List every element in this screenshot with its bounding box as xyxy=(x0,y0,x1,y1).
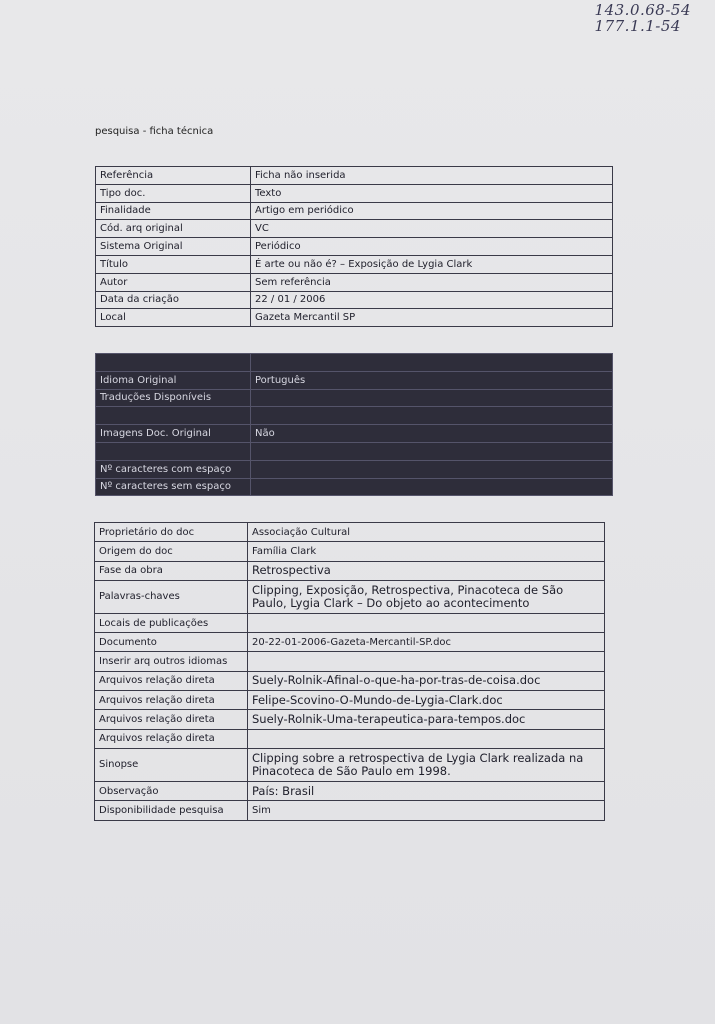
table-row xyxy=(95,691,605,710)
field-label: Arquivos relação direta xyxy=(95,691,248,710)
field-value: Associação Cultural xyxy=(248,523,605,542)
table-row xyxy=(96,273,613,291)
table-row xyxy=(96,460,613,478)
table-row xyxy=(95,633,605,652)
field-value xyxy=(248,613,605,632)
field-value: Texto xyxy=(251,184,613,202)
field-label: Origem do doc xyxy=(95,542,248,561)
handwritten-reference-number xyxy=(595,2,691,34)
table-row xyxy=(96,407,613,425)
table-row xyxy=(95,671,605,690)
table-row xyxy=(95,652,605,671)
field-value: É arte ou não é? – Exposição de Lygia Clark xyxy=(251,255,613,273)
field-value xyxy=(251,478,613,496)
record-info-table xyxy=(95,166,613,327)
language-info-table xyxy=(95,353,613,496)
field-label: Disponibilidade pesquisa xyxy=(95,801,248,820)
field-label xyxy=(96,354,251,372)
field-label: Palavras-chaves xyxy=(95,580,248,613)
field-label: Traduções Disponíveis xyxy=(96,389,251,407)
table-row xyxy=(95,613,605,632)
field-value xyxy=(248,652,605,671)
field-value xyxy=(251,407,613,425)
handwritten-line-2: 177.1.1-54 xyxy=(594,17,681,35)
handwritten-line-1: 143.0.68-54 xyxy=(594,1,691,19)
table-row xyxy=(96,478,613,496)
field-value xyxy=(251,460,613,478)
field-label: Arquivos relação direta xyxy=(95,671,248,690)
table-row xyxy=(96,238,613,256)
field-value: Português xyxy=(251,371,613,389)
field-label: Nº caracteres sem espaço xyxy=(96,478,251,496)
field-value: VC xyxy=(251,220,613,238)
field-value: Sem referência xyxy=(251,273,613,291)
field-value: País: Brasil xyxy=(248,781,605,800)
field-label: Sistema Original xyxy=(96,238,251,256)
field-value: Suely-Rolnik-Afinal-o-que-ha-por-tras-de-coisa.doc xyxy=(248,671,605,690)
field-label: Local xyxy=(96,309,251,327)
field-label: Arquivos relação direta xyxy=(95,729,248,748)
field-value: Gazeta Mercantil SP xyxy=(251,309,613,327)
field-value: Família Clark xyxy=(248,542,605,561)
field-value: Retrospectiva xyxy=(248,561,605,580)
table-row xyxy=(96,442,613,460)
field-value: Suely-Rolnik-Uma-terapeutica-para-tempos.doc xyxy=(248,710,605,729)
field-label: Inserir arq outros idiomas xyxy=(95,652,248,671)
field-label: Data da criação xyxy=(96,291,251,309)
table-row xyxy=(95,710,605,729)
field-value: Artigo em periódico xyxy=(251,202,613,220)
document-title: pesquisa - ficha técnica xyxy=(95,126,214,137)
field-value: 20-22-01-2006-Gazeta-Mercantil-SP.doc xyxy=(248,633,605,652)
table-row xyxy=(95,748,605,781)
field-label xyxy=(96,442,251,460)
field-label: Finalidade xyxy=(96,202,251,220)
table-row xyxy=(96,291,613,309)
field-value xyxy=(251,389,613,407)
field-label: Autor xyxy=(96,273,251,291)
field-label: Fase da obra xyxy=(95,561,248,580)
field-label: Nº caracteres com espaço xyxy=(96,460,251,478)
document-details-table xyxy=(94,522,605,821)
table-row xyxy=(95,580,605,613)
field-value: Periódico xyxy=(251,238,613,256)
field-label: Documento xyxy=(95,633,248,652)
table-row xyxy=(96,220,613,238)
field-label xyxy=(96,407,251,425)
table-row xyxy=(95,523,605,542)
field-value: Sim xyxy=(248,801,605,820)
field-label: Idioma Original xyxy=(96,371,251,389)
table-row xyxy=(96,309,613,327)
field-value: Ficha não inserida xyxy=(251,167,613,185)
field-label: Locais de publicações xyxy=(95,613,248,632)
field-value xyxy=(251,354,613,372)
field-value: Felipe-Scovino-O-Mundo-de-Lygia-Clark.doc xyxy=(248,691,605,710)
field-label: Cód. arq original xyxy=(96,220,251,238)
table-row xyxy=(95,801,605,820)
field-label: Proprietário do doc xyxy=(95,523,248,542)
table-row xyxy=(95,561,605,580)
field-value: Não xyxy=(251,425,613,443)
field-label: Arquivos relação direta xyxy=(95,710,248,729)
table-row xyxy=(96,202,613,220)
table-row xyxy=(96,354,613,372)
table-row xyxy=(96,425,613,443)
field-label: Sinopse xyxy=(95,748,248,781)
field-value: Clipping, Exposição, Retrospectiva, Pinacoteca de São Paulo, Lygia Clark – Do objeto ao acontecimento xyxy=(248,580,605,613)
field-value xyxy=(251,442,613,460)
table-row xyxy=(96,167,613,185)
field-label: Título xyxy=(96,255,251,273)
field-label: Imagens Doc. Original xyxy=(96,425,251,443)
field-value: 22 / 01 / 2006 xyxy=(251,291,613,309)
table-row xyxy=(96,389,613,407)
table-row xyxy=(95,729,605,748)
field-label: Referência xyxy=(96,167,251,185)
table-row xyxy=(96,184,613,202)
table-row xyxy=(96,371,613,389)
field-value: Clipping sobre a retrospectiva de Lygia Clark realizada na Pinacoteca de São Paulo em 1998. xyxy=(248,748,605,781)
table-row xyxy=(96,255,613,273)
table-row xyxy=(95,781,605,800)
field-label: Tipo doc. xyxy=(96,184,251,202)
field-label: Observação xyxy=(95,781,248,800)
table-row xyxy=(95,542,605,561)
field-value xyxy=(248,729,605,748)
